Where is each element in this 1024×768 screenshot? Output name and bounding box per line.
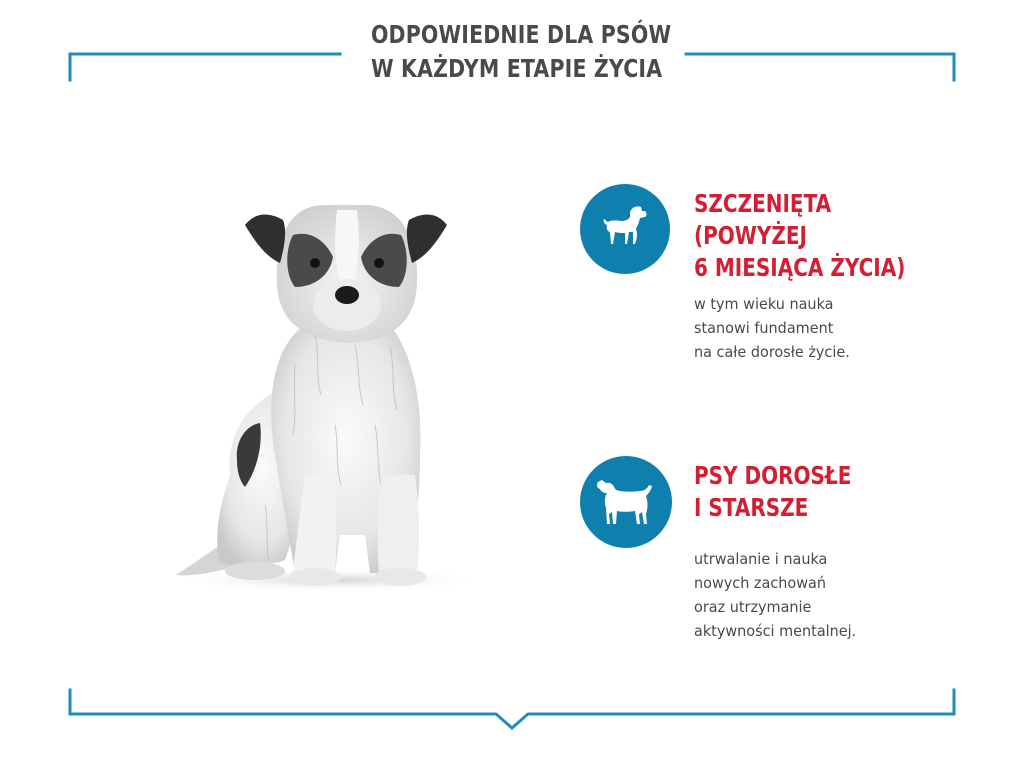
page-title-line1: ODPOWIEDNIE DLA PSÓW <box>370 20 672 49</box>
puppy-icon-circle <box>580 184 670 274</box>
dog-photo-icon <box>165 175 505 595</box>
adult-dogs-heading-line2: I STARSZE <box>694 493 809 522</box>
adult-dogs-heading-line1: PSY DOROSŁE <box>694 461 852 490</box>
adult-dogs-description-line3: oraz utrzymanie <box>694 598 812 616</box>
page-title <box>370 18 672 86</box>
puppies-description-line2: stanowi fundament <box>694 319 834 337</box>
adult-dog-icon <box>580 456 672 548</box>
puppies-heading-line2: (POWYŻEJ <box>694 221 807 250</box>
puppy-icon <box>580 184 670 274</box>
adult-dogs-description <box>694 547 917 643</box>
adult-dogs-description-line4: aktywności mentalnej. <box>694 622 857 640</box>
puppies-description <box>694 292 917 364</box>
puppies-heading <box>694 188 950 284</box>
puppies-description-line3: na całe dorosłe życie. <box>694 343 850 361</box>
adult-dogs-description-line2: nowych zachowań <box>694 574 826 592</box>
adult-dogs-heading <box>694 460 950 524</box>
adult-dogs-description-line1: utrwalanie i nauka <box>694 550 828 568</box>
adult-dog-icon-circle <box>580 456 672 548</box>
page-title-line2: W KAŻDYM ETAPIE ŻYCIA <box>370 54 663 83</box>
puppies-description-line1: w tym wieku nauka <box>694 295 834 313</box>
puppies-heading-line1: SZCZENIĘTA <box>694 189 832 218</box>
puppies-heading-line3: 6 MIESIĄCA ŻYCIA) <box>694 253 906 282</box>
